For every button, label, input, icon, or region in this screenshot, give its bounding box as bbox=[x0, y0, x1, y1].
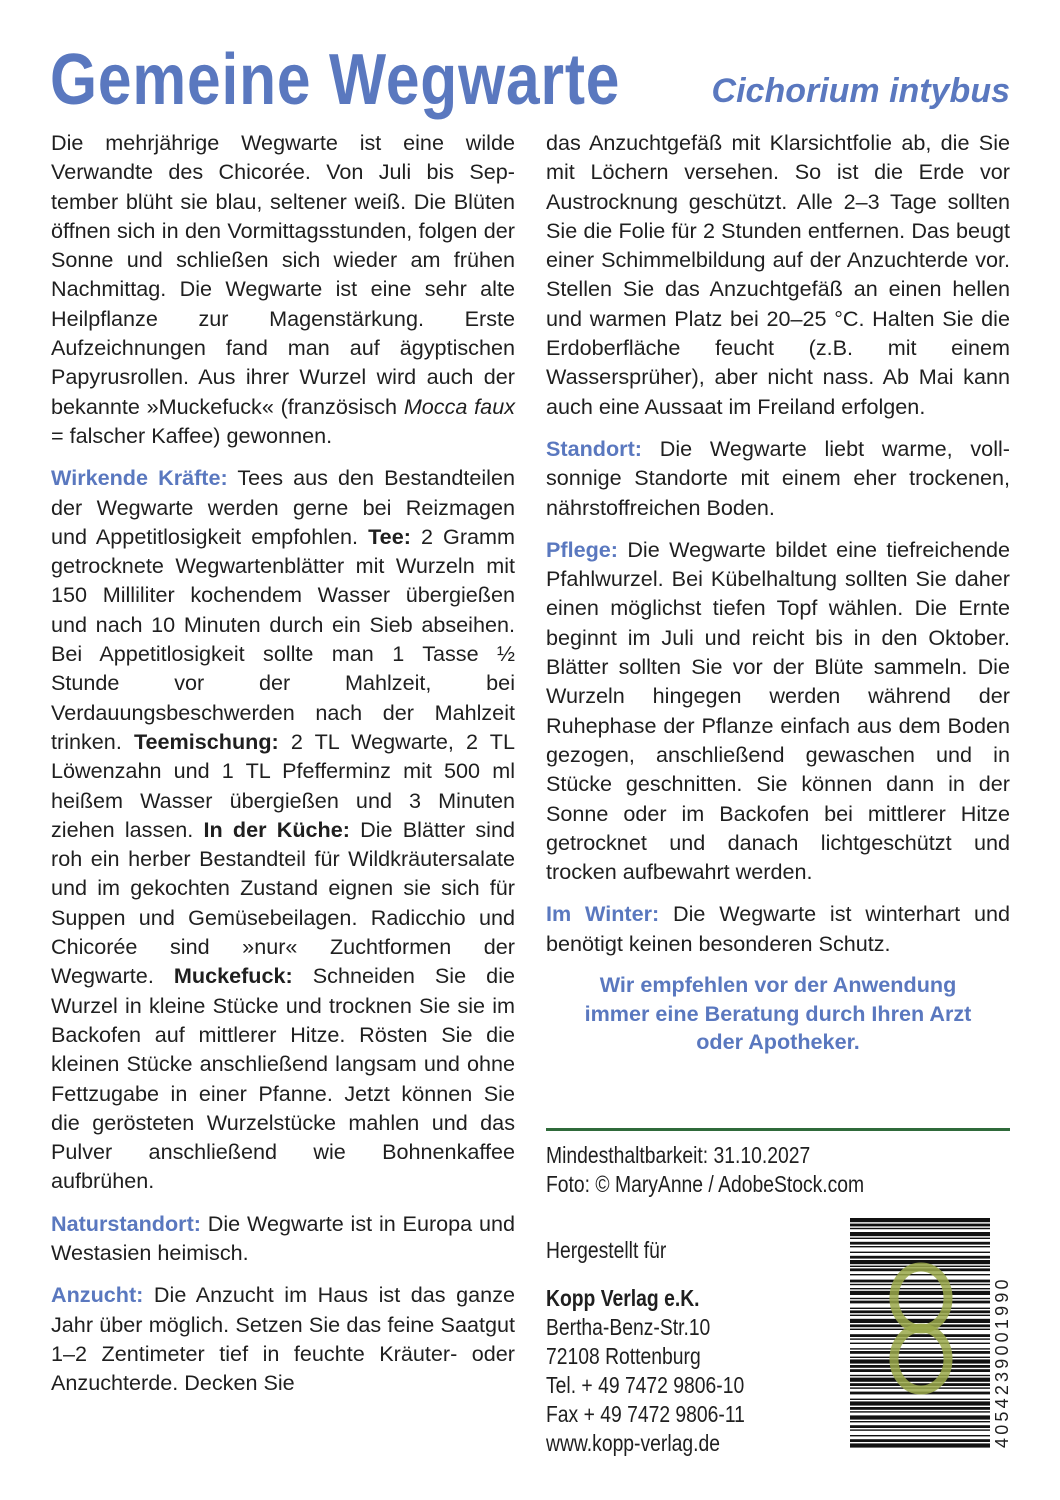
latin-name: Cichorium intybus bbox=[711, 72, 1010, 110]
recommendation-notice: Wir empfehlen vor der Anwendung immer eine Beratung durch Ihren Arzt oder Apotheker. bbox=[584, 972, 972, 1055]
standort-paragraph: Standort: Die Wegwarte liebt warme, vollsonnige Standorte mit einem eher trockenen, nährstoffreichen Boden. bbox=[546, 435, 1010, 520]
barcode-bar bbox=[850, 1242, 990, 1245]
barcode-bar bbox=[850, 1378, 990, 1382]
city: 72108 Rottenburg bbox=[546, 1343, 701, 1369]
barcode-bar bbox=[850, 1256, 990, 1259]
left-column bbox=[51, 128, 515, 1410]
fax: Fax + 49 7472 9806-11 bbox=[546, 1401, 745, 1427]
barcode-bar bbox=[850, 1301, 990, 1304]
barcode-bar bbox=[850, 1228, 990, 1229]
barcode-number: 4054239001990 bbox=[992, 1276, 1012, 1448]
barcode-bar bbox=[850, 1401, 990, 1405]
barcode-bar bbox=[850, 1252, 990, 1253]
photo-credit: Foto: © MaryAnne / AdobeStock.com bbox=[546, 1171, 865, 1197]
website: www.kopp-verlag.de bbox=[546, 1430, 720, 1456]
barcode-bar bbox=[850, 1308, 990, 1309]
best-before-date: Mindesthaltbarkeit: 31.10.2027 bbox=[546, 1142, 811, 1168]
barcode-bar bbox=[850, 1218, 990, 1222]
barcode-bar bbox=[850, 1291, 990, 1295]
telephone: Tel. + 49 7472 9806-10 bbox=[546, 1372, 745, 1398]
anzucht-paragraph: Anzucht: Die Anzucht im Haus ist das ganze Jahr über möglich. Setzen Sie das feine Saatgut 1–2 Zentimeter tief in feuchte Kräuter- oder Anzuchterde. Decken Sie bbox=[51, 1282, 515, 1396]
barcode-bar bbox=[850, 1415, 990, 1419]
barcode-bar bbox=[850, 1310, 990, 1313]
page-title: Gemeine Wegwarte bbox=[50, 40, 621, 120]
barcode-bar bbox=[850, 1439, 990, 1442]
barcode-bar bbox=[850, 1246, 990, 1247]
barcode-bar bbox=[850, 1343, 990, 1344]
barcode-bar bbox=[850, 1284, 990, 1285]
section-heading-im-winter: Im Winter: bbox=[546, 901, 660, 927]
barcode-bar bbox=[850, 1443, 990, 1447]
barcode-bar bbox=[850, 1224, 990, 1227]
made-for-label: Hergestellt für bbox=[546, 1237, 667, 1263]
barcode-bar bbox=[850, 1429, 990, 1430]
section-heading-anzucht: Anzucht: bbox=[51, 1282, 144, 1308]
street: Bertha-Benz-Str.10 bbox=[546, 1314, 711, 1340]
section-heading-naturstandort: Naturstandort: bbox=[51, 1210, 201, 1236]
barcode-bar bbox=[850, 1298, 990, 1299]
barcode bbox=[848, 1216, 1016, 1450]
tee-label: Tee: bbox=[368, 523, 411, 549]
barcode-bar bbox=[850, 1319, 990, 1323]
barcode-bar bbox=[850, 1232, 990, 1236]
intro-paragraph: Die mehrjährige Wegwarte ist eine wilde Verwandte des Chicorée. Von Juli bis September blüht sie blau, seltener weiß. Die Blüten öffnen sich in den Vormittagsstunden, folgen der Sonne und schließen sich wieder am frühen Nachmittag. Die Wegwarte ist eine sehr alte Heilpflanze zur Magenstärkung. Erste Aufzeichnungen fand man auf ägyptischen Papyrusrollen. Aus ihrer Wurzel wird auch der bekannte »Muckefuck« (französisch Mocca faux = falscher Kaffee) gewonnen. bbox=[51, 130, 516, 448]
barcode-bar bbox=[850, 1435, 990, 1436]
barcode-bar bbox=[850, 1348, 990, 1349]
muckefuck-label: Muckefuck: bbox=[173, 963, 293, 989]
barcode-bar bbox=[850, 1238, 990, 1239]
meta-info bbox=[546, 1141, 864, 1199]
barcode-bar bbox=[850, 1315, 990, 1316]
barcode-bar bbox=[850, 1338, 990, 1339]
barcode-bar bbox=[850, 1359, 990, 1363]
barcode-bar bbox=[850, 1399, 990, 1400]
barcode-bar bbox=[850, 1280, 990, 1283]
kueche-label: In der Küche: bbox=[203, 816, 350, 842]
barcode-bar bbox=[850, 1411, 990, 1412]
company-name: Kopp Verlag e.K. bbox=[546, 1285, 700, 1311]
section-heading-standort: Standort: bbox=[546, 435, 642, 461]
barcode-bar bbox=[850, 1407, 990, 1410]
publisher-address bbox=[546, 1284, 745, 1458]
barcode-bar bbox=[850, 1357, 990, 1358]
naturstandort-paragraph: Naturstandort: Die Wegwarte ist in Europa und Westasien heimisch. bbox=[51, 1210, 515, 1265]
footer-divider bbox=[546, 1128, 1010, 1131]
barcode-bar bbox=[850, 1351, 990, 1354]
barcode-bar bbox=[850, 1274, 990, 1275]
section-heading-wirkende-kraefte: Wirkende Kräfte: bbox=[51, 465, 228, 491]
mocca-faux-term: Mocca faux bbox=[403, 393, 516, 419]
barcode-bar bbox=[850, 1369, 990, 1372]
barcode-bar bbox=[850, 1334, 990, 1337]
right-column bbox=[546, 128, 1010, 1057]
barcode-graphic bbox=[848, 1216, 1016, 1450]
im-winter-paragraph: Im Winter: Die Wegwarte ist winterhart und benötigt keinen besonderen Schutz. bbox=[546, 901, 1010, 956]
barcode-bar bbox=[850, 1375, 990, 1376]
barcode-bar bbox=[850, 1288, 990, 1289]
barcode-bar bbox=[850, 1365, 990, 1368]
barcode-bar bbox=[850, 1425, 990, 1428]
wirkende-kraefte-paragraph: Wirkende Kräfte: Tees aus den Bestandteilen der Wegwarte werden gerne bei Reizmagen und Appetitlosigkeit empfohlen. Tee: 2 Gramm getrocknete Wegwartenblätter mit Wurzeln mit 150 Milliliter kochendem Wasser übergießen und nach 10 Minuten durch ein Sieb abseihen. Bei Appetitlosigkeit sollte man 1 Tasse ½ Stunde vor der Mahlzeit, bei Verdauungsbeschwerden nach der Mahlzeit trinken. Teemischung: 2 TL Wegwarte, 2 TL Löwenzahn und 1 TL Pfefferminz mit 500 ml heißem Wasser übergießen und 3 Minuten ziehen lassen. In der Küche: Die Blätter sind roh ein herber Bestandteil für Wildkräutersalate und im gekochten Zustand eignen sie sich für Suppen und Gemüsebeilagen. Radicchio und Chicorée sind »nur« Zuchtformen der Wegwarte. Muckefuck: Schneiden Sie die Wurzel in kleine Stücke und trocknen Sie sie im Backofen auf mittlerer Hitze. Rösten Sie die kleinen Stücke anschließend langsam und ohne Fettzugabe in einer Pfanne. Jetzt können Sie die gerösteten Wurzelstücke mahlen und das Pulver anschließend wie Bohnenkaffee aufbrühen. bbox=[51, 465, 516, 1194]
barcode-bar bbox=[850, 1421, 990, 1422]
pflege-paragraph: Pflege: Die Wegwarte bildet eine tiefreichende Pfahlwurzel. Bei Kübelhaltung sollten Sie daher einen möglichst tiefen Topf wählen. Die Ernte beginnt im Juli und reicht bis in den Oktober. Blätter sollten Sie vor der Blüte sammeln. Die Wurzeln hingegen werden während der Ruhephase der Pflanze einfach aus dem Boden gezogen, anschließend gewaschen und in Stücke geschnitten. Sie können dann in der Sonne oder im Backofen bei mittlerer Hitze getrocknet und danach lichtgeschützt und trocken aufbewahrt werden. bbox=[546, 536, 1010, 885]
teemischung-label: Teemischung: bbox=[133, 728, 279, 754]
section-heading-pflege: Pflege: bbox=[546, 536, 618, 562]
anzucht-continued-paragraph: das Anzuchtgefäß mit Klarsichtfolie ab, die Sie mit Löchern versehen. So ist die Erde vor Austrocknung geschützt. Alle 2–3 Tage sollten Sie die Folie für 2 Stunden entfernen. Das beugt einer Schimmelbildung auf der Anzuchterde vor. Stellen Sie das Anzuchtgefäß an einen hellen und warmen Platz bei 20–25 °C. Halten Sie die Erdoberfläche feucht (z.B. mit einem Wassersprüher), aber nicht nass. Ab Mai kann auch eine Aussaat im Freiland erfolgen. bbox=[546, 130, 1010, 419]
